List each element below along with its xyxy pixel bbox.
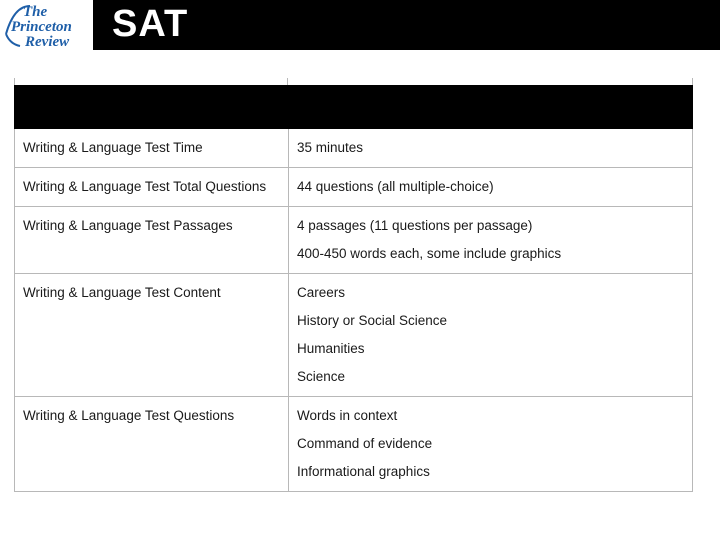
sat-info-table [14, 85, 693, 492]
table-top-divider [287, 78, 288, 85]
table-header-cell-left [15, 86, 289, 129]
table-row [15, 168, 693, 207]
value-line: Humanities [297, 341, 365, 356]
value-line: 400-450 words each, some include graphics [297, 246, 562, 261]
row-label: Writing & Language Test Time [15, 129, 289, 168]
value-line: History or Social Science [297, 313, 448, 328]
value-line: Science [297, 369, 346, 384]
row-value [289, 168, 693, 207]
table-header-row [15, 86, 693, 129]
value-line: 4 passages (11 questions per passage) [297, 218, 533, 233]
row-label: Writing & Language Test Questions [15, 397, 289, 492]
row-value [289, 207, 693, 274]
header-bar [0, 0, 720, 50]
princeton-review-logo [0, 0, 93, 50]
row-label: Writing & Language Test Passages [15, 207, 289, 274]
table-row [15, 207, 693, 274]
value-line: Careers [297, 285, 346, 300]
row-value [289, 274, 693, 397]
value-line: Command of evidence [297, 436, 433, 451]
value-line: 35 minutes [297, 140, 364, 155]
row-value [289, 129, 693, 168]
value-line: Words in context [297, 408, 398, 423]
row-value [289, 397, 693, 492]
value-line: Informational graphics [297, 464, 430, 479]
svg-text:The: The [23, 4, 48, 20]
svg-text:Princeton: Princeton [11, 19, 72, 35]
table-top-edge [14, 78, 693, 85]
table-row [15, 397, 693, 492]
table-row [15, 129, 693, 168]
page-title: SAT [112, 3, 189, 45]
svg-text:Review: Review [25, 34, 70, 50]
row-label: Writing & Language Test Total Questions [15, 168, 289, 207]
table-row [15, 274, 693, 397]
table-header-cell-right [289, 86, 693, 129]
value-line: 44 questions (all multiple-choice) [297, 179, 494, 194]
row-label: Writing & Language Test Content [15, 274, 289, 397]
